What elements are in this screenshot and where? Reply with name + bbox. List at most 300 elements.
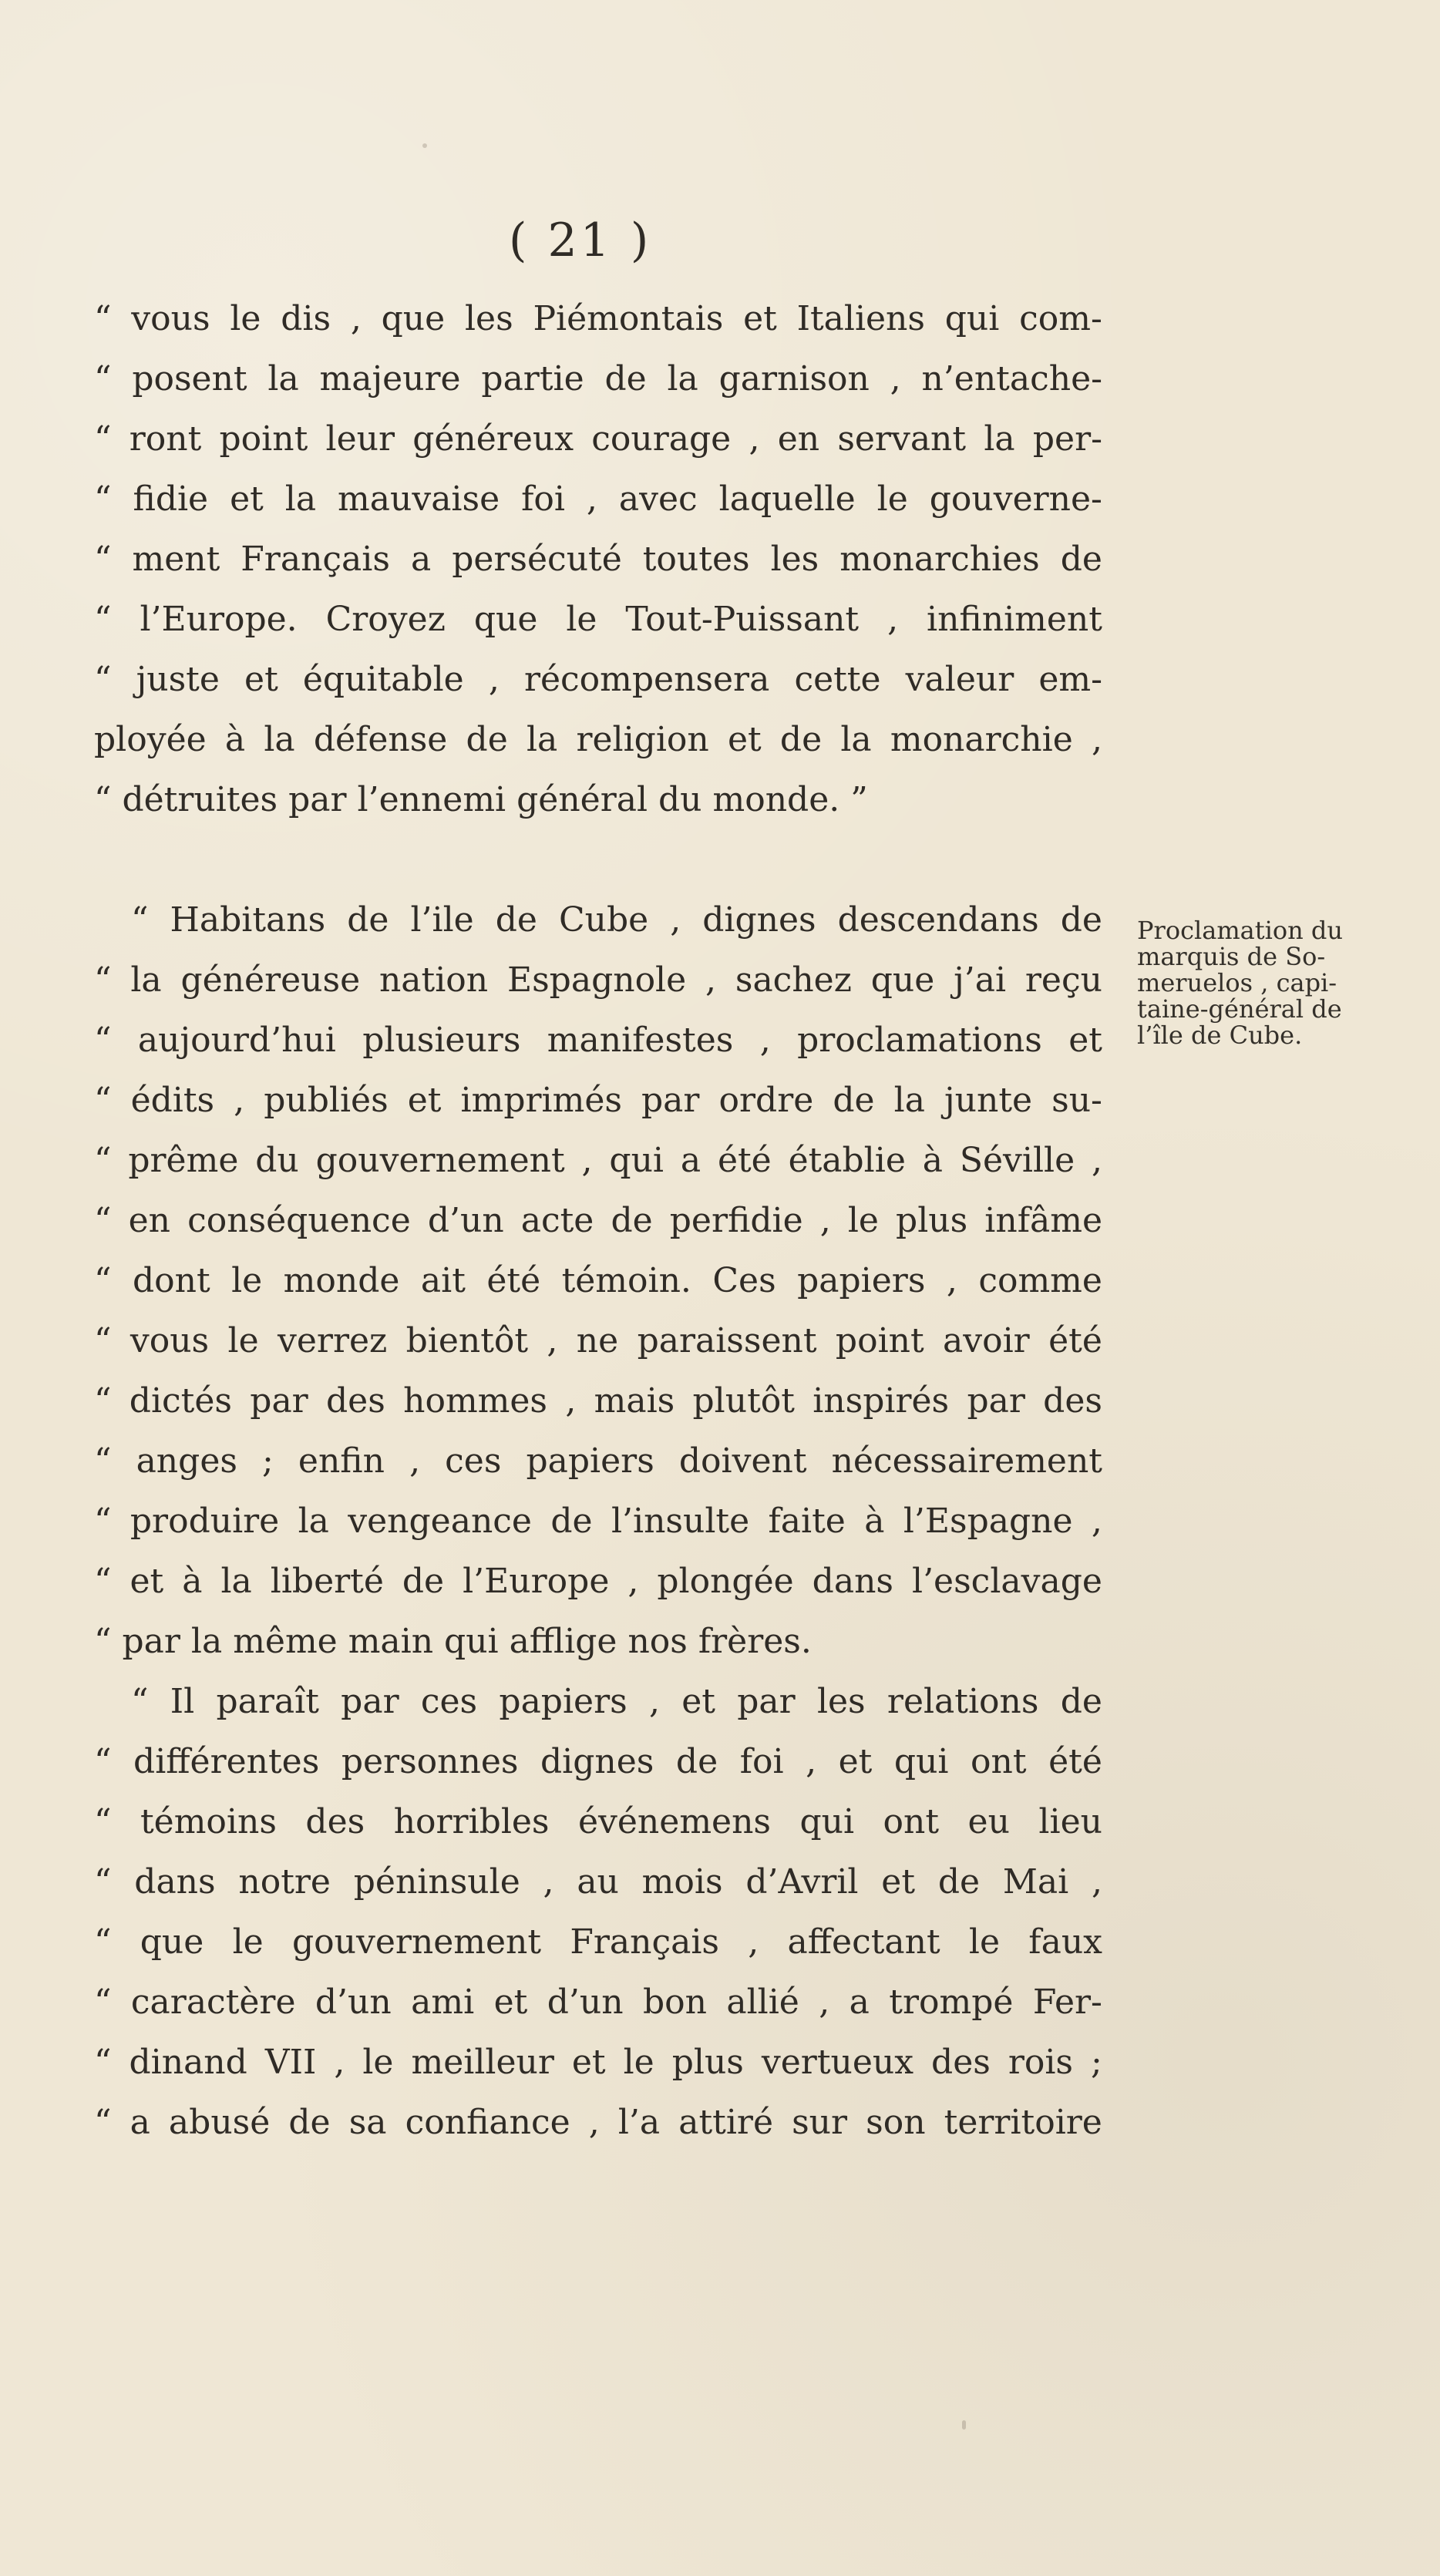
text-word: imprimés xyxy=(460,1081,622,1120)
text-word: par xyxy=(250,1381,308,1421)
text-word: par xyxy=(737,1682,796,1721)
text-line: “ par la même main qui afflige nos frères. xyxy=(94,1622,812,1661)
text-word: la xyxy=(667,359,698,399)
text-word: plongée xyxy=(657,1562,794,1601)
margin-note-line: marquis de So- xyxy=(1137,942,1326,971)
text-line xyxy=(94,1201,1102,1240)
text-word: des xyxy=(305,1802,365,1841)
text-line xyxy=(131,900,1102,940)
text-word: “ xyxy=(94,1321,112,1360)
text-word: confiance xyxy=(405,2103,570,2142)
text-word: territoire xyxy=(944,2103,1102,2142)
text-line xyxy=(94,419,1102,459)
text-word: , xyxy=(819,1982,830,2022)
text-word: le xyxy=(566,600,597,639)
text-word: ont xyxy=(971,1742,1027,1781)
text-word: Italiens xyxy=(796,299,925,338)
text-word: mauvaise xyxy=(338,479,500,519)
text-word: plusieurs xyxy=(362,1021,521,1060)
text-word: la xyxy=(267,359,299,399)
text-word: monarchie xyxy=(890,720,1073,759)
text-word: de xyxy=(288,2103,331,2142)
text-word: Français xyxy=(241,540,390,579)
text-word: plutôt xyxy=(692,1381,795,1421)
text-word: récompensera xyxy=(523,660,770,699)
text-word: avec xyxy=(618,479,698,519)
text-word: dis xyxy=(281,299,331,338)
text-line xyxy=(94,720,1102,759)
text-line xyxy=(94,960,1102,1000)
text-word: dignes xyxy=(702,900,816,940)
text-line xyxy=(94,1502,1102,1541)
text-word: dans xyxy=(812,1562,893,1601)
text-word: lieu xyxy=(1038,1802,1102,1841)
text-word: descendans xyxy=(837,900,1039,940)
text-word: l’Espagne xyxy=(903,1502,1073,1541)
text-word: la xyxy=(220,1562,252,1601)
text-word: “ xyxy=(94,1922,112,1962)
text-word: la xyxy=(130,960,162,1000)
text-line xyxy=(94,1441,1102,1481)
text-line xyxy=(94,359,1102,399)
text-word: monde xyxy=(283,1261,400,1300)
text-word: meilleur xyxy=(411,2043,554,2082)
text-word: , xyxy=(670,900,681,940)
text-word: “ xyxy=(94,1802,112,1841)
text-word: “ xyxy=(94,419,112,459)
text-word: qui xyxy=(944,299,1000,338)
text-word: a xyxy=(849,1982,870,2022)
text-word: été xyxy=(1048,1321,1102,1360)
text-word: mois xyxy=(641,1862,723,1902)
text-word: inspirés xyxy=(813,1381,950,1421)
text-word: “ xyxy=(94,1562,112,1601)
text-word: plus xyxy=(896,1201,968,1240)
text-word: infâme xyxy=(984,1201,1102,1240)
text-word: foi xyxy=(521,479,565,519)
text-word: “ xyxy=(94,1081,112,1120)
text-word: aujourd’hui xyxy=(137,1021,336,1060)
text-word: “ xyxy=(94,660,112,699)
text-word: com- xyxy=(1019,299,1102,338)
text-word: Séville xyxy=(959,1141,1075,1180)
text-word: , xyxy=(1091,720,1102,759)
margin-note-line: taine-général de xyxy=(1137,994,1342,1024)
text-line xyxy=(94,2043,1102,2082)
text-word: Cube xyxy=(558,900,649,940)
text-word: produire xyxy=(130,1502,280,1541)
text-word: doivent xyxy=(678,1441,807,1481)
text-word: su- xyxy=(1051,1081,1102,1120)
text-word: “ xyxy=(131,1682,149,1721)
text-word: infiniment xyxy=(927,600,1102,639)
text-word: conséquence xyxy=(187,1201,411,1240)
text-word: n’entache- xyxy=(921,359,1102,399)
text-word: par xyxy=(967,1381,1025,1421)
text-word: ces xyxy=(445,1441,502,1481)
text-word: de xyxy=(1060,540,1102,579)
text-word: Croyez xyxy=(325,600,446,639)
text-word: édits xyxy=(130,1081,215,1120)
text-line xyxy=(94,1081,1102,1120)
text-word: “ xyxy=(94,600,112,639)
text-word: , xyxy=(409,1441,421,1481)
text-word: ait xyxy=(420,1261,466,1300)
text-word: Tout-Puissant xyxy=(625,600,860,639)
text-word: , xyxy=(749,419,760,459)
text-word: , xyxy=(565,1381,577,1421)
text-word: “ xyxy=(94,1141,112,1180)
text-word: leur xyxy=(325,419,395,459)
text-word: que xyxy=(140,1922,204,1962)
text-word: ne xyxy=(576,1321,619,1360)
text-word: plus xyxy=(671,2043,744,2082)
text-word: per- xyxy=(1032,419,1102,459)
text-line xyxy=(94,1802,1102,1841)
text-word: le xyxy=(231,1261,263,1300)
text-word: nécessairement xyxy=(831,1441,1102,1481)
text-word: à xyxy=(922,1141,943,1180)
text-word: monarchies xyxy=(839,540,1040,579)
text-word: dont xyxy=(132,1261,210,1300)
text-word: , xyxy=(1091,1502,1102,1541)
text-line: “ détruites par l’ennemi général du monde. ” xyxy=(94,780,868,819)
text-word: vous xyxy=(131,299,210,338)
text-word: publiés xyxy=(264,1081,389,1120)
text-word: de xyxy=(611,1201,653,1240)
text-word: établie xyxy=(788,1141,906,1180)
margin-note-line: Proclamation du xyxy=(1137,916,1343,945)
text-word: sur xyxy=(792,2103,848,2142)
text-word: “ xyxy=(94,2043,112,2082)
text-word: papiers xyxy=(499,1682,627,1721)
text-word: , xyxy=(890,359,901,399)
text-word: été xyxy=(1048,1742,1102,1781)
text-word: et xyxy=(571,2043,606,2082)
text-word: manifestes xyxy=(547,1021,734,1060)
text-word: garnison xyxy=(718,359,870,399)
text-word: “ xyxy=(94,1201,112,1240)
text-word: à xyxy=(864,1502,885,1541)
text-word: faux xyxy=(1028,1922,1102,1962)
text-word: allié xyxy=(726,1982,799,2022)
text-word: bientôt xyxy=(405,1321,529,1360)
text-word: au xyxy=(577,1862,619,1902)
text-word: d’Avril xyxy=(745,1862,859,1902)
text-word: été xyxy=(486,1261,541,1300)
text-line xyxy=(94,1742,1102,1781)
text-word: persécuté xyxy=(452,540,622,579)
text-word: de xyxy=(1060,1682,1102,1721)
text-word: vous xyxy=(130,1321,210,1360)
text-word: , xyxy=(350,299,362,338)
text-word: du xyxy=(255,1141,299,1180)
text-word: point xyxy=(219,419,308,459)
text-word: mais xyxy=(594,1381,675,1421)
text-line xyxy=(94,1261,1102,1300)
text-word: fidie xyxy=(133,479,209,519)
text-word: reçu xyxy=(1024,960,1102,1000)
text-word: la xyxy=(284,479,317,519)
text-word: “ xyxy=(131,900,149,940)
text-word: “ xyxy=(94,299,112,338)
text-word: ont xyxy=(883,1802,940,1841)
text-word: paraissent xyxy=(637,1321,817,1360)
text-word: sa xyxy=(348,2103,387,2142)
text-word: et xyxy=(743,299,777,338)
text-line xyxy=(94,540,1102,579)
text-word: Il xyxy=(170,1682,195,1721)
text-word: Mai xyxy=(1002,1862,1069,1902)
text-word: ; xyxy=(1091,2043,1102,2082)
text-word: qui xyxy=(799,1802,855,1841)
text-word: gouverne- xyxy=(929,479,1102,519)
text-word: le xyxy=(623,2043,654,2082)
text-word: “ xyxy=(94,359,112,399)
text-word: trompé xyxy=(889,1982,1014,2022)
text-word: témoins xyxy=(140,1802,277,1841)
text-word: hommes xyxy=(403,1381,548,1421)
text-word: le xyxy=(968,1922,1001,1962)
text-word: la xyxy=(984,419,1015,459)
text-word: , xyxy=(648,1682,660,1721)
text-word: a xyxy=(680,1141,701,1180)
text-word: VII xyxy=(264,2043,317,2082)
text-word: “ xyxy=(94,1502,112,1541)
text-line xyxy=(94,1141,1102,1180)
text-word: d’un xyxy=(427,1201,504,1240)
text-word: et xyxy=(407,1081,442,1120)
text-word: , xyxy=(543,1862,554,1902)
text-word: valeur xyxy=(905,660,1014,699)
text-word: acte xyxy=(520,1201,594,1240)
text-word: la xyxy=(298,1502,329,1541)
text-word: dictés xyxy=(129,1381,232,1421)
text-word: de xyxy=(466,720,508,759)
text-word: par xyxy=(641,1081,700,1120)
text-word: ; xyxy=(262,1441,274,1481)
text-word: les xyxy=(816,1682,866,1721)
text-word: “ xyxy=(94,1381,112,1421)
text-word: , xyxy=(547,1321,558,1360)
text-word: faite xyxy=(768,1502,846,1541)
text-line xyxy=(131,1682,1102,1721)
text-word: caractère xyxy=(130,1982,296,2022)
margin-note-line: l’île de Cube. xyxy=(1137,1021,1303,1050)
text-word: , xyxy=(806,1742,817,1781)
text-word: foi xyxy=(739,1742,784,1781)
text-word: en xyxy=(777,419,820,459)
text-word: et xyxy=(1068,1021,1102,1060)
text-word: enfin xyxy=(298,1441,385,1481)
text-word: personnes xyxy=(341,1742,519,1781)
text-word: de xyxy=(604,359,647,399)
text-word: la xyxy=(526,720,558,759)
text-word: perfidie xyxy=(669,1201,803,1240)
text-word: “ xyxy=(94,1261,112,1300)
text-word: ront xyxy=(129,419,202,459)
text-line xyxy=(94,2103,1102,2142)
text-word: servant xyxy=(837,419,967,459)
text-word: “ xyxy=(94,1742,112,1781)
text-word: le xyxy=(362,2043,394,2082)
text-word: anges xyxy=(136,1441,237,1481)
text-word: d’un xyxy=(547,1982,624,2022)
text-word: , xyxy=(234,1081,245,1120)
text-word: et xyxy=(130,1562,164,1601)
text-line xyxy=(94,1862,1102,1902)
text-word: proclamations xyxy=(797,1021,1042,1060)
text-line xyxy=(94,1562,1102,1601)
text-word: , xyxy=(588,2103,600,2142)
text-word: “ xyxy=(94,1021,112,1060)
text-word: vertueux xyxy=(761,2043,914,2082)
text-word: verrez xyxy=(278,1321,388,1360)
text-word: le xyxy=(230,299,261,338)
text-word: gouvernement xyxy=(315,1141,565,1180)
text-word: papiers xyxy=(797,1261,926,1300)
paper-spot xyxy=(422,143,427,148)
text-line xyxy=(94,1021,1102,1060)
text-word: de xyxy=(1060,900,1102,940)
text-word: des xyxy=(931,2043,991,2082)
text-word: gouvernement xyxy=(291,1922,542,1962)
text-word: été xyxy=(717,1141,772,1180)
text-word: les xyxy=(770,540,819,579)
text-word: , xyxy=(748,1922,759,1962)
text-word: différentes xyxy=(133,1742,320,1781)
text-word: généreuse xyxy=(180,960,361,1000)
text-word: des xyxy=(1043,1381,1102,1421)
text-word: que xyxy=(381,299,446,338)
text-word: “ xyxy=(94,1441,112,1481)
text-line xyxy=(94,600,1102,639)
text-word: vengeance xyxy=(348,1502,532,1541)
text-word: junte xyxy=(944,1081,1033,1120)
text-word: , xyxy=(759,1021,771,1060)
text-word: ces xyxy=(420,1682,478,1721)
text-word: par xyxy=(341,1682,399,1721)
text-word: relations xyxy=(887,1682,1039,1721)
text-word: de xyxy=(550,1502,593,1541)
text-word: “ xyxy=(94,479,112,519)
text-line xyxy=(94,1922,1102,1962)
text-word: le xyxy=(232,1922,264,1962)
text-word: de xyxy=(833,1081,875,1120)
margin-note-line: meruelos , capi- xyxy=(1137,968,1337,997)
text-word: qui xyxy=(893,1742,949,1781)
text-word: , xyxy=(586,479,597,519)
text-word: son xyxy=(866,2103,926,2142)
text-word: bon xyxy=(642,1982,707,2022)
text-word: , xyxy=(488,660,500,699)
text-word: Habitans xyxy=(170,900,326,940)
text-word: abusé xyxy=(168,2103,271,2142)
text-word: , xyxy=(819,1201,831,1240)
text-word: Piémontais xyxy=(533,299,724,338)
text-word: dignes xyxy=(540,1742,654,1781)
text-word: posent xyxy=(132,359,247,399)
text-word: et xyxy=(838,1742,873,1781)
text-word: horribles xyxy=(393,1802,550,1841)
text-word: la xyxy=(893,1081,925,1120)
text-word: de xyxy=(675,1742,718,1781)
text-word: témoin. xyxy=(561,1261,691,1300)
text-word: , xyxy=(334,2043,345,2082)
text-word: , xyxy=(1091,1141,1102,1180)
text-word: la xyxy=(840,720,872,759)
text-word: partie xyxy=(481,359,584,399)
text-word: attiré xyxy=(678,2103,773,2142)
text-word: courage xyxy=(591,419,732,459)
text-line xyxy=(94,299,1102,338)
text-word: équitable xyxy=(302,660,464,699)
text-word: laquelle xyxy=(718,479,856,519)
text-word: et xyxy=(727,720,762,759)
page-number: ( 21 ) xyxy=(509,214,652,267)
text-word: et xyxy=(230,479,264,519)
text-word: à xyxy=(224,720,246,759)
margin-note xyxy=(1137,917,1430,1048)
text-word: , xyxy=(946,1261,957,1300)
text-line xyxy=(94,479,1102,519)
text-word: Fer- xyxy=(1032,1982,1102,2022)
text-word: l’a xyxy=(617,2103,661,2142)
text-word: à xyxy=(182,1562,203,1601)
text-word: religion xyxy=(576,720,709,759)
text-word: ordre xyxy=(718,1081,814,1120)
text-word: majeure xyxy=(319,359,461,399)
text-word: , xyxy=(705,960,717,1000)
text-word: eu xyxy=(967,1802,1010,1841)
text-word: a xyxy=(130,2103,150,2142)
text-word: ployée xyxy=(94,720,207,759)
text-word: le xyxy=(227,1321,259,1360)
text-word: j’ai xyxy=(954,960,1007,1000)
text-word: dinand xyxy=(129,2043,247,2082)
text-word: généreux xyxy=(412,419,574,459)
text-word: affectant xyxy=(787,1922,940,1962)
text-word: a xyxy=(410,540,432,579)
text-word: de xyxy=(495,900,537,940)
text-word: d’un xyxy=(315,1982,392,2022)
text-word: l’Europe. xyxy=(140,600,298,639)
text-line xyxy=(94,660,1102,699)
text-word: qui xyxy=(609,1141,664,1180)
text-word: papiers xyxy=(526,1441,654,1481)
text-line xyxy=(94,1321,1102,1360)
text-word: et xyxy=(681,1682,715,1721)
text-word: “ xyxy=(94,1982,112,2022)
text-line xyxy=(94,1982,1102,2022)
text-word: Ces xyxy=(712,1261,776,1300)
text-word: dans xyxy=(134,1862,216,1902)
paper-spot xyxy=(962,2420,966,2430)
text-word: le xyxy=(847,1201,879,1240)
text-word: de xyxy=(347,900,389,940)
text-word: prême xyxy=(128,1141,239,1180)
text-word: ment xyxy=(132,540,220,579)
text-word: ami xyxy=(411,1982,475,2022)
text-word: cette xyxy=(794,660,881,699)
text-word: défense xyxy=(313,720,448,759)
text-word: Espagnole xyxy=(506,960,687,1000)
text-line xyxy=(94,1381,1102,1421)
text-word: “ xyxy=(94,540,112,579)
text-word: les xyxy=(464,299,513,338)
text-word: de xyxy=(779,720,823,759)
text-word: rois xyxy=(1008,2043,1074,2082)
